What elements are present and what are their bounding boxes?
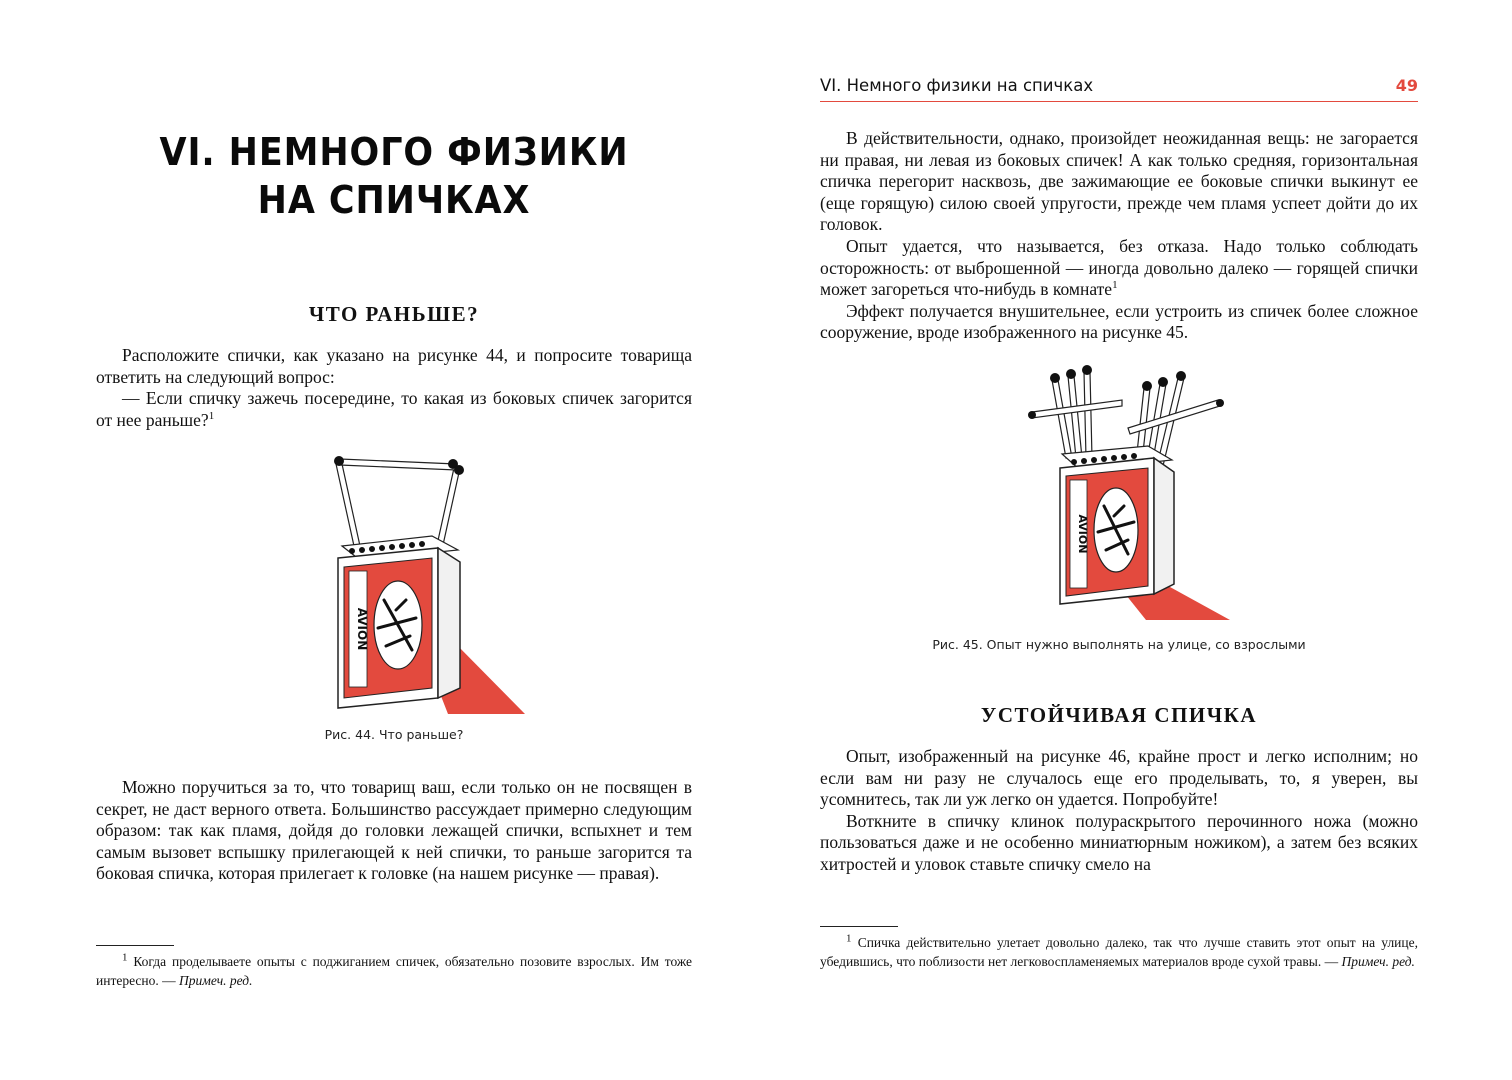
figure-44-matchbox (320, 450, 535, 720)
footnote-ref-right: 1 (1112, 279, 1118, 292)
footnote-right-editor-note: Примеч. ред. (1341, 954, 1415, 969)
chapter-title-line2: НА СПИЧКАХ (257, 178, 531, 222)
chapter-title-line1: VI. НЕМНОГО ФИЗИКИ (159, 130, 629, 174)
right-paragraph-1: В действительности, однако, произойдет неожиданная вещь: не загорается ни правая, ни левая из боковых спичек! А как только средняя, горизонтальная спичка перегорит насквозь, две зажимающие ее боковые спички выкинут ее (еще горящую) силою своей упругости, прежде чем пламя успеет дойти до их головок. (820, 128, 1418, 235)
right-body-text-top (820, 128, 1418, 344)
footnote-mark-left: 1 (122, 951, 128, 964)
right-paragraph-5: Воткните в спичку клинок полураскрытого перочинного ножа (можно пользоваться даже и не особенно миниатюрным ножиком), а затем без всяких хитростей и уловок ставьте спичку смело на (820, 810, 1418, 874)
right-page (756, 0, 1512, 1080)
match-head-right (454, 465, 464, 475)
footnote-left (96, 952, 692, 990)
running-head: VI. Немного физики на спичках (820, 76, 1094, 95)
footnote-left-editor-note: Примеч. ред. (179, 973, 253, 988)
left-vertical-match (336, 464, 360, 546)
footnote-ref: 1 (208, 409, 215, 422)
avion-label-text: AVION (1076, 514, 1089, 554)
box-side (438, 548, 460, 698)
intro-paragraph-2-text: — Если спичку зажечь посередине, то какая из боковых спичек загорится от нее раньше? (96, 388, 692, 430)
intro-text (96, 345, 692, 431)
chapter-title (120, 128, 668, 224)
section-title-steady-match: УСТОЙЧИВАЯ СПИЧКА (980, 703, 1258, 727)
right-paragraph-3: Эффект получается внушительнее, если устроить из спичек более сложное сооружение, вроде изображенного на рисунке 45. (820, 300, 1418, 343)
footnote-left-text: Когда проделываете опыты с поджиганием спичек, обязательно позовите взрослых. Им тоже интересно. — (96, 954, 692, 988)
figure-45-caption: Рис. 45. Опыт нужно выполнять на улице, со взрослыми (932, 637, 1306, 652)
section-title-what-first: ЧТО РАНЬШЕ? (308, 302, 480, 326)
vertical-match-3 (1084, 372, 1092, 458)
intro-paragraph-2 (96, 388, 692, 431)
footnote-rule-left (96, 945, 174, 946)
footnote-mark-right: 1 (846, 932, 852, 945)
footnote-right (820, 933, 1418, 971)
footnote-right-text: Спичка действительно улетает довольно далеко, так что лучше ставить этот опыт на улице, убедившись, что поблизости нет легковоспламеняемых материалов вроде сухой травы. — (820, 935, 1418, 969)
page-number: 49 (1395, 76, 1418, 95)
right-paragraph-2-text: Опыт удается, что называется, без отказа. Надо только соблюдать осторожность: от выброшенной — иногда довольно далеко — горящей спички может загореться что-нибудь в комнате (820, 235, 1418, 300)
running-head-rule (820, 101, 1418, 102)
left-body-text (96, 777, 692, 885)
avion-label-text: AVION (355, 607, 369, 651)
box-side (1154, 458, 1174, 594)
right-body-text-bottom (820, 746, 1418, 876)
figure-45-matchbox (1022, 362, 1244, 624)
right-paragraph-4: Опыт, изображенный на рисунке 46, крайне прост и легко исполним; но если вам ни разу не случалось еще его проделывать, то, я уверен, вы усомнитесь, так ли уж легко он удается. Попробуйте! (820, 746, 1418, 810)
figure-44-caption: Рис. 44. Что раньше? (324, 727, 464, 742)
match-head-left (334, 456, 344, 466)
right-paragraph-2 (820, 236, 1418, 301)
left-body-paragraph: Можно поручиться за то, что товарищ ваш, если только он не посвящен в секрет, не даст верного ответа. Большинство рассуждает примерно следующим образом: так как пламя, дойдя до головки лежащей спички, вспыхнет и тем самым вызовет вспышку прилегающей к ней спички, то раньше загорится та боковая спичка, которая прилегает к головке (на нашем рисунке — правая). (96, 777, 692, 884)
horizontal-match (340, 459, 456, 470)
footnote-rule-right (820, 926, 898, 927)
intro-paragraph-1: Расположите спички, как указано на рисунке 44, и попросите товарища ответить на следующий вопрос: (96, 345, 692, 387)
